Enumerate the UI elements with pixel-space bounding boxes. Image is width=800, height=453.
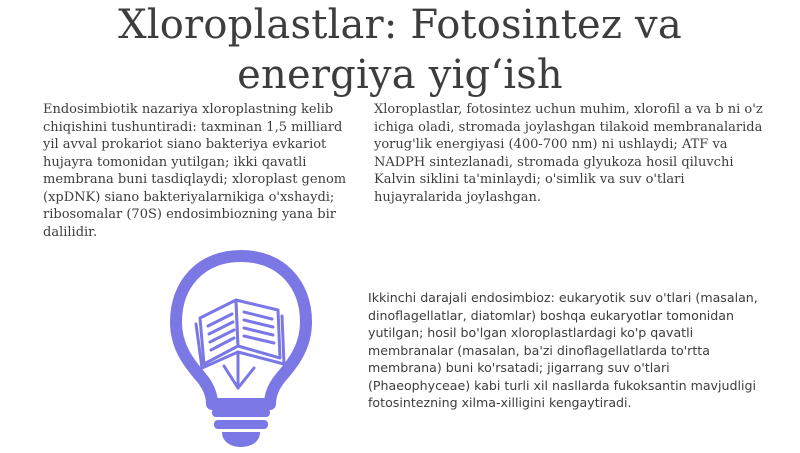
secondary-endosymbiosis-paragraph: Ikkinchi darajali endosimbioz: eukaryotik suv o'tlari (masalan, dinoflagellatlar, diatomlar) boshqa eukaryotlar tomonidan yutilgan; hosil bo'lgan xloroplastlardagi ko'p qavatli membranalar (masalan, ba'zi dinoflagellatlarda to'rtta membrana) buni ko'rsatadi; jigarrang suv o'tlari (Phaeophyceae) kabi turli xil nasllarda fukoksantin mavjudligi fotosintezning xilma-xilligini kengaytiradi. <box>368 290 758 410</box>
page-title-line-2: energiya yig‘ish <box>237 52 563 98</box>
lightbulb-with-book-icon <box>166 248 316 449</box>
lightbulb-svg <box>166 248 316 449</box>
page-title-line-1: Xloroplastlar: Fotosintez va <box>118 2 682 48</box>
endosymbiosis-paragraph: Endosimbiotik nazariya xloroplastning kelib chiqishini tushuntiradi: taxminan 1,5 milliard yil avval prokariot siano bakteriya evkariot hujayra tomonidan yutilgan; ikki qavatli membrana buni tasdiqlaydi; xloroplast genom (xpDNK) siano bakteriyalarnikiga o'xshaydi; ribosomalar (70S) endosimbiozning yana bir dalilidir. <box>43 102 347 240</box>
photosynthesis-paragraph: Xloroplastlar, fotosintez uchun muhim, xlorofil a va b ni o'z ichiga oladi, stromada joylashgan tilakoid membranalarida yorug'lik energiyasi (400-700 nm) ni ushlaydi; ATF va NADPH sintezlanadi, stromada glyukoza hosil qiluvchi Kalvin siklini ta'minlaydi; o'simlik va suv o'tlari hujayralarida joylashgan. <box>374 102 763 205</box>
book-icon <box>196 300 284 388</box>
bulb-base <box>212 408 270 447</box>
page-title <box>0 0 800 100</box>
